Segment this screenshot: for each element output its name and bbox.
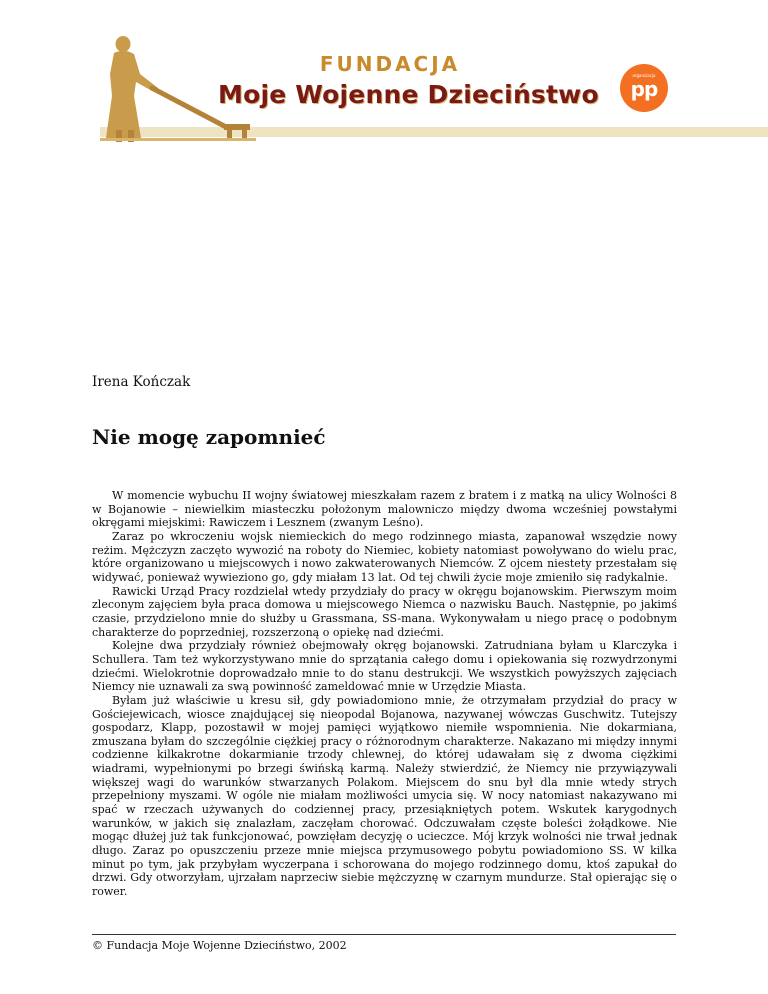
- article-title: Nie mogę zapomnieć: [92, 425, 326, 449]
- plow-base: [224, 124, 250, 130]
- paragraph: Kolejne dwa przydziały również obejmowały okręg bojanowski. Zatrudniana byłam u Klarczyka i Schullera. Tam też wykorzystywano mnie do sprzątania całego domu i opiekowania się rozwydrzonymi dziećmi. Wielokrotnie doprowadzało mnie to do stanu destrukcji. We wszystkich powyższych zajęciach Niemcy nie uznawali za swą powinność zameldować mnie w Urzędzie Miasta.: [92, 639, 677, 694]
- paragraph: Rawicki Urząd Pracy rozdzielał wtedy przydziały do pracy w okręgu bojanowskim. Pierwszym moim zleconym zajęciem była praca domowa u miejscowego Niemca o nazwisku Bauch. Następnie, po jakimś czasie, przydzielono mnie do służby u Grassmana, SS-mana. Wykonywałam u niego pracę o podobnym charakterze do poprzedniej, rozszerzoną o opiekę nad dziećmi.: [92, 584, 677, 639]
- header-banner: [0, 0, 768, 155]
- author-name: Irena Kończak: [92, 374, 191, 390]
- paragraph: Zaraz po wkroczeniu wojsk niemieckich do mego rodzinnego miasta, zapanował wszędzie nowy reżim. Mężczyzn zaczęto wywozić na roboty do Niemiec, kobiety natomiast powoływano do wielu prac, które organizowano u miejscowych i nowo zakwaterowanych Niemców. Z ojcem niestety przestałam się widywać, ponieważ wywieziono go, gdy miałam 13 lat. Od tej chwili życie moje zmieniło się radykalnie.: [92, 529, 677, 584]
- figure-body: [106, 51, 158, 138]
- partner-logo-caption: organizacja: [632, 73, 656, 78]
- footer-copyright: © Fundacja Moje Wojenne Dzieciństwo, 2002: [92, 939, 347, 952]
- ground-line: [100, 138, 256, 141]
- partner-logo-text: pp: [630, 77, 658, 101]
- foundation-name: Moje Wojenne Dzieciństwo: [218, 80, 599, 109]
- partner-logo: [620, 64, 668, 112]
- plow-leg-right: [242, 130, 247, 139]
- footer-divider: [92, 934, 676, 935]
- plow-leg-left: [227, 130, 232, 139]
- foundation-label: FUNDACJA: [319, 52, 461, 76]
- plow-handle: [152, 88, 228, 128]
- figure-head: [116, 36, 131, 52]
- paragraph: W momencie wybuchu II wojny światowej mieszkałam razem z bratem i z matką na ulicy Wolności 8 w Bojanowie – niewielkim miasteczku położonym malowniczo między dwoma wcześniej powstałymi okręgami miejskimi: Rawiczem i Lesznem (zwanym Leśno).: [92, 489, 677, 530]
- paragraph: Byłam już właściwie u kresu sił, gdy powiadomiono mnie, że otrzymałam przydział do pracy w Gościejewicach, wiosce znajdującej się nieopodal Bojanowa, nazywanej wówczas Guschwitz. Tutejszy gospodarz, Klapp, pozostawił w mojej pamięci wyjątkowo niemiłe wspomnienia. Nie dokarmiana, zmuszana byłam do szczególnie ciężkiej pracy o różnorodnym charakterze. Nakazano mi między innymi codzienne kilkakrotne dokarmianie trzody chlewnej, do której udawałam się z dwoma ciężkimi wiadrami, wypełnionymi po brzegi świńską karmą. Należy stwierdzić, że Niemcy nie przywiązywali większej wagi do warunków stwarzanych Polakom. Miejscem do snu był dla mnie wtedy strych przepełniony myszami. W ogóle nie miałam możliwości umycia się. W nocy natomiast nakazywano mi spać w rzeczach używanych do codziennej pracy, przesiąkniętych potem. Wskutek karygodnych warunków, w jakich się znalazłam, zaczęłam chorować. Odczuwałam częste boleści żołądkowe. Nie mogąc dłużej już tak funkcjonować, powzięłam decyzję o ucieczce. Mój krzyk wolności nie trwał jednak długo. Zaraz po opuszczeniu przeze mnie miejsca przymusowego pobytu powiadomiono SS. W kilka minut po tym, jak przybyłam wyczerpana i schorowana do mojego rodzinnego domu, ktoś zapukał do drzwi. Gdy otworzyłam, ujrzałam naprzeciw siebie mężczyznę w czarnym mundurze. Stał opierając się o rower.: [92, 693, 677, 899]
- article-body: [92, 489, 677, 899]
